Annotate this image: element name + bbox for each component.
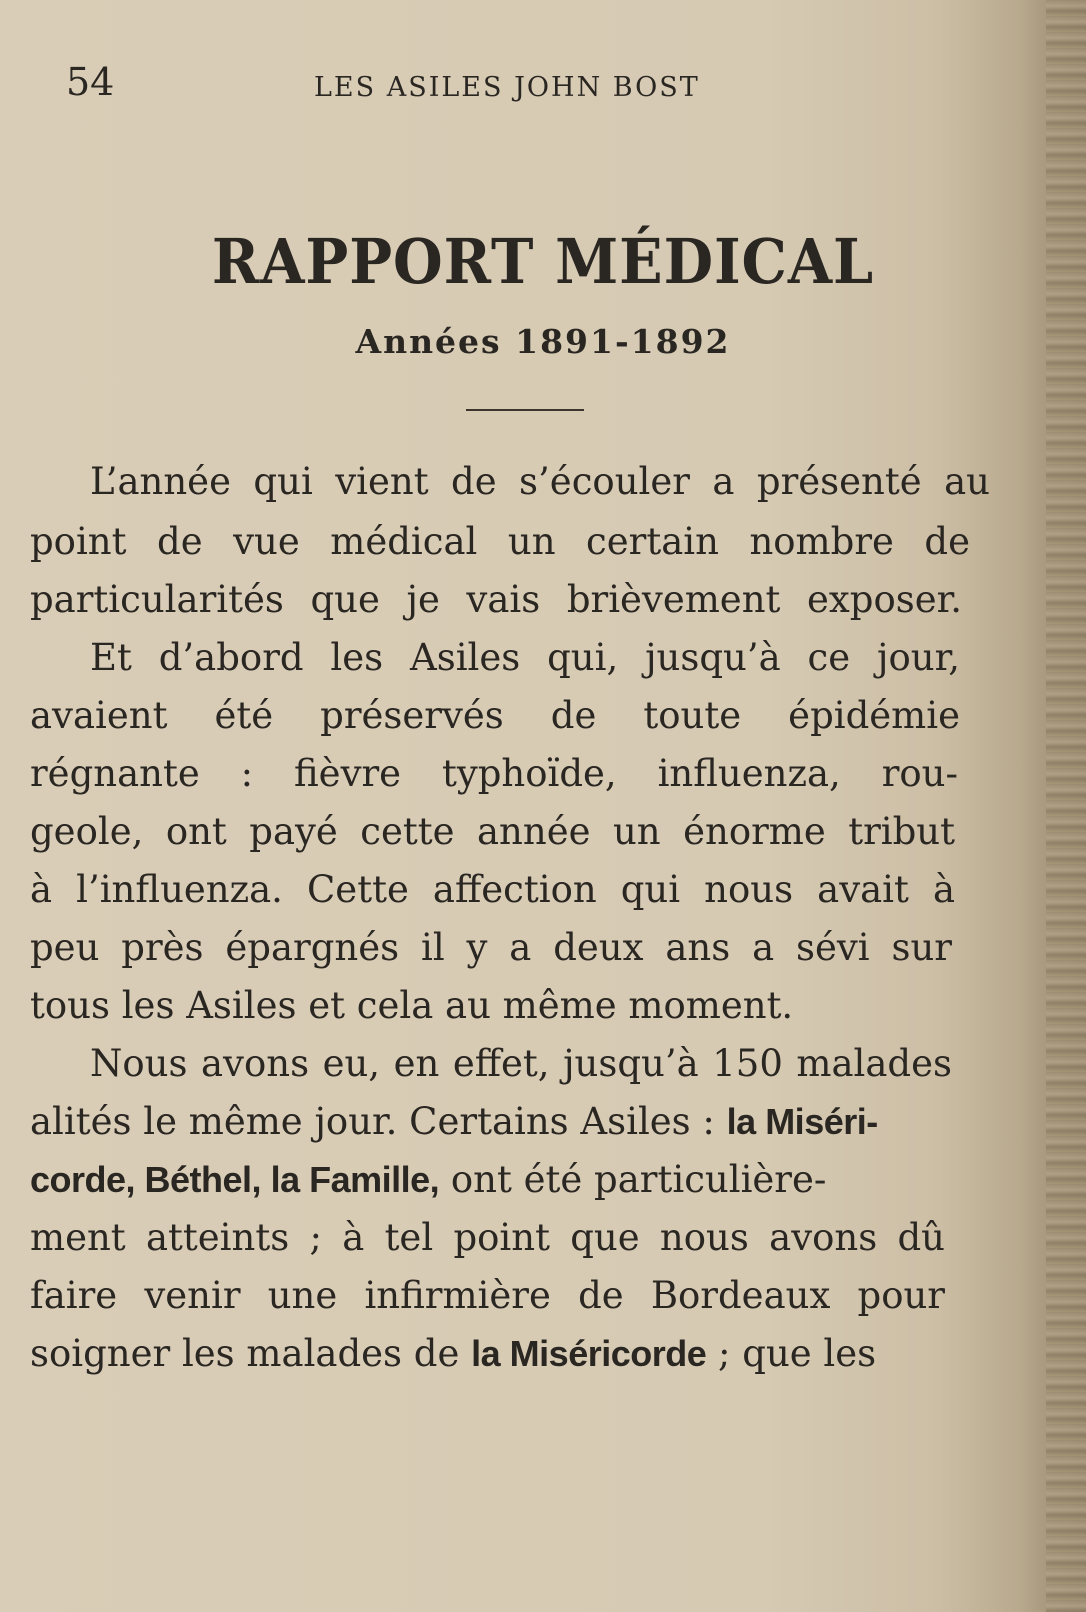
section-subtitle: Années 1891-1892 <box>355 322 731 361</box>
page-number: 54 <box>66 60 115 104</box>
text-line: Nous avons eu, en effet, jusqu’à 150 malades <box>90 1042 952 1085</box>
text-line: particularités que je vais brièvement exposer. <box>30 578 962 621</box>
asylum-name: la Miséricorde <box>471 1333 707 1374</box>
section-title: RAPPORT MÉDICAL <box>211 225 875 298</box>
text-line: L’année qui vient de s’écouler a présenté au <box>90 460 990 503</box>
text-line: avaient été préservés de toute épidémie <box>30 694 960 737</box>
text-run: alités le même jour. Certains Asiles : <box>30 1100 727 1143</box>
text-line: ment atteints ; à tel point que nous avons dû <box>30 1216 945 1259</box>
text-line: régnante : fièvre typhoïde, influenza, rou- <box>30 752 958 795</box>
text-line: peu près épargnés il y a deux ans a sévi sur <box>30 926 952 969</box>
page-edge <box>1046 0 1086 1612</box>
text-run: ; que les <box>706 1332 877 1375</box>
page-header <box>66 60 946 110</box>
text-line <box>30 1158 826 1202</box>
text-line <box>30 1100 878 1144</box>
asylum-name: la Miséri- <box>726 1101 878 1142</box>
text-line: à l’influenza. Cette affection qui nous avait à <box>30 868 955 911</box>
running-head: LES ASILES JOHN BOST <box>314 72 700 103</box>
text-line: point de vue médical un certain nombre de <box>30 520 970 563</box>
text-line: faire venir une infirmière de Bordeaux pour <box>30 1274 945 1317</box>
text-line: tous les Asiles et cela au même moment. <box>30 984 794 1027</box>
text-line <box>30 1332 876 1376</box>
asylum-names: corde, Béthel, la Famille, <box>30 1159 440 1200</box>
title-divider <box>466 409 584 411</box>
text-line: Et d’abord les Asiles qui, jusqu’à ce jour, <box>90 636 960 679</box>
text-run: soigner les malades de <box>30 1332 472 1375</box>
text-line: geole, ont payé cette année un énorme tribut <box>30 810 955 853</box>
text-run: ont été particulière- <box>439 1158 827 1201</box>
